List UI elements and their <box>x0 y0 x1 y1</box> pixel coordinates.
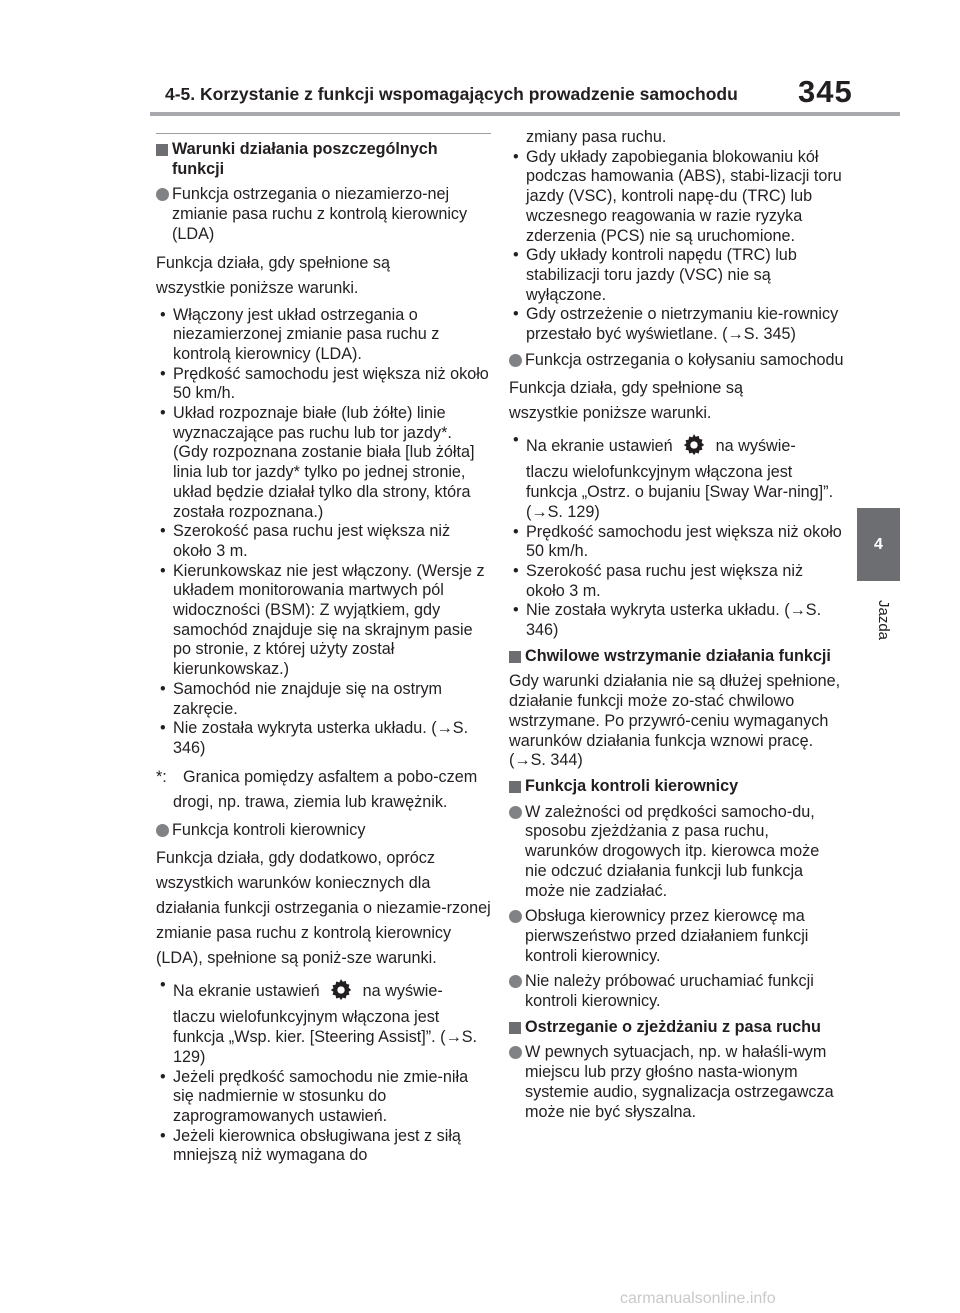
list-item: • Prędkość samochodu jest większa niż około 50 km/h. <box>509 523 844 562</box>
note-item: Obsługa kierownicy przez kierowcę ma pierwszeństwo przed działaniem funkcji kontroli kierownicy. <box>509 907 844 966</box>
circle-bullet-icon <box>509 910 522 923</box>
right-column <box>509 128 844 1128</box>
paragraph: Funkcja działa, gdy spełnione są wszystkie poniższe warunki. <box>509 379 743 423</box>
list-item: • Włączony jest układ ostrzegania o niezamierzonej zmianie pasa ruchu z kontrolą kierownicy (LDA). <box>156 306 491 365</box>
note-item: W zależności od prędkości samocho-du, sposobu zjeżdżania z pasa ruchu, warunków drogowych itp. kierowca może nie odczuć działania funkcji lub funkcja może nie zadziałać. <box>509 803 844 902</box>
circle-bullet-icon <box>509 975 522 988</box>
bullet-list <box>509 148 844 345</box>
chapter-tab-label: Jazda <box>875 600 892 641</box>
paragraph: Gdy warunki działania nie są dłużej spełnione, działanie funkcji może zo-stać chwilowo wstrzymane. Po przywró-ceniu wymaganych warunków działania funkcja wznowi pracę. (→S. 344) <box>509 672 841 770</box>
section-heading: Warunki działania poszczególnych funkcji <box>156 140 491 179</box>
list-item: • Jeżeli kierownica obsługiwana jest z siłą mniejszą niż wymagana do <box>156 1127 491 1166</box>
continued-text: zmiany pasa ruchu. <box>526 128 667 146</box>
page-number: 345 <box>798 74 853 109</box>
chapter-tab[interactable]: 4 <box>857 508 900 581</box>
circle-bullet-icon <box>156 188 169 201</box>
bullet-list <box>509 431 844 640</box>
section-heading: Ostrzeganie o zjeżdżaniu z pasa ruchu <box>509 1018 844 1038</box>
list-item: • Szerokość pasa ruchu jest większa niż około 3 m. <box>509 562 844 601</box>
list-item: • Nie została wykryta usterka układu. (→S. 346) <box>156 719 491 758</box>
subsection-heading: Funkcja ostrzegania o kołysaniu samochodu <box>509 351 844 371</box>
circle-bullet-icon <box>509 806 522 819</box>
list-item: • Prędkość samochodu jest większa niż około 50 km/h. <box>156 365 491 404</box>
footnote <box>156 765 491 815</box>
list-item: • Gdy układy kontroli napędu (TRC) lub stabilizacji toru jazdy (VSC) nie są wyłączone. <box>509 246 844 305</box>
list-item: • Kierunkowskaz nie jest włączony. (Wersje z układem monitorowania martwych pól widoczności (BSM): Z wyjątkiem, gdy samochód znajduje się na skrajnym pasie po stronie, z której użyty został kierunkowskaz.) <box>156 562 491 680</box>
note-item: W pewnych sytuacjach, np. w hałaśli-wym miejscu lub przy głośno nasta-wionym systemie audio, sygnalizacja ostrzegawcza może nie być słyszalna. <box>509 1043 844 1122</box>
circle-bullet-icon <box>509 1046 522 1059</box>
list-item: • Na ekranie ustawień na wyświe- tlaczu wielofunkcyjnym włączona jest funkcja „Ostrz. o bujaniu [Sway War-ning]”. (→S. 129) <box>509 431 844 522</box>
list-item: • Układ rozpoznaje białe (lub żółte) linie wyznaczające pas ruchu lub tor jazdy*. (Gdy rozpoznana zostanie biała [lub żółta] linia lub tor jazdy* tylko po jednej stronie, układ będzie działał tylko dla strony, która została rozpoznana.) <box>156 404 491 522</box>
list-item: • Szerokość pasa ruchu jest większa niż około 3 m. <box>156 522 491 561</box>
subsection-heading: Funkcja kontroli kierownicy <box>156 821 491 841</box>
paragraph: Funkcja działa, gdy spełnione są wszystkie poniższe warunki. <box>156 253 390 297</box>
square-bullet-icon <box>509 1022 521 1034</box>
left-column <box>156 133 491 1172</box>
list-item: • Nie została wykryta usterka układu. (→S. 346) <box>509 601 844 640</box>
bullet-list <box>156 976 491 1166</box>
square-bullet-icon <box>509 651 521 663</box>
square-bullet-icon <box>156 144 168 156</box>
bullet-list <box>156 306 491 759</box>
header-rule <box>150 112 900 116</box>
section-heading: Chwilowe wstrzymanie działania funkcji <box>509 647 844 667</box>
paragraph: Funkcja działa, gdy dodatkowo, oprócz wszystkich warunków koniecznych dla działania funkcji ostrzegania o niezamie-rzonej zmianie pasa ruchu z kontrolą kierownicy (LDA), spełnione są poniż-sze warunki. <box>156 849 491 968</box>
page-header-title: 4-5. Korzystanie z funkcji wspomagających prowadzenie samochodu <box>165 84 738 104</box>
list-item: • Samochód nie znajduje się na ostrym zakręcie. <box>156 680 491 719</box>
note-item: Nie należy próbować uruchamiać funkcji kontroli kierownicy. <box>509 972 844 1011</box>
list-item: • Jeżeli prędkość samochodu nie zmie-niła się nadmiernie w stosunku do zaprogramowanych ustawień. <box>156 1068 491 1127</box>
footnote-marker: *: <box>156 767 167 786</box>
subsection-heading: Funkcja ostrzegania o niezamierzo-nej zmianie pasa ruchu z kontrolą kierownicy (LDA) <box>156 185 491 244</box>
gear-icon <box>681 432 707 458</box>
list-item: • Na ekranie ustawień na wyświe- tlaczu wielofunkcyjnym włączona jest funkcja „Wsp. kier. [Steering Assist]”. (→S. 129) <box>156 976 491 1067</box>
gear-icon <box>328 977 354 1003</box>
section-heading: Funkcja kontroli kierownicy <box>509 777 844 797</box>
watermark[interactable]: carmanualsonline.info <box>620 1290 776 1307</box>
circle-bullet-icon <box>156 824 169 837</box>
footnote-text: Granica pomiędzy asfaltem a pobo-czem drogi, np. trawa, ziemia lub krawężnik. <box>173 767 478 811</box>
circle-bullet-icon <box>509 354 522 367</box>
list-item: • Gdy układy zapobiegania blokowaniu kół podczas hamowania (ABS), stabi-lizacji toru jazdy (VSC), kontroli napę-du (TRC) lub wczesnego reagowania w razie ryzyka zderzenia (PCS) nie są uruchomione. <box>509 148 844 247</box>
list-item: • Gdy ostrzeżenie o nietrzymaniu kie-rownicy przestało być wyświetlane. (→S. 345) <box>509 305 844 344</box>
square-bullet-icon <box>509 781 521 793</box>
